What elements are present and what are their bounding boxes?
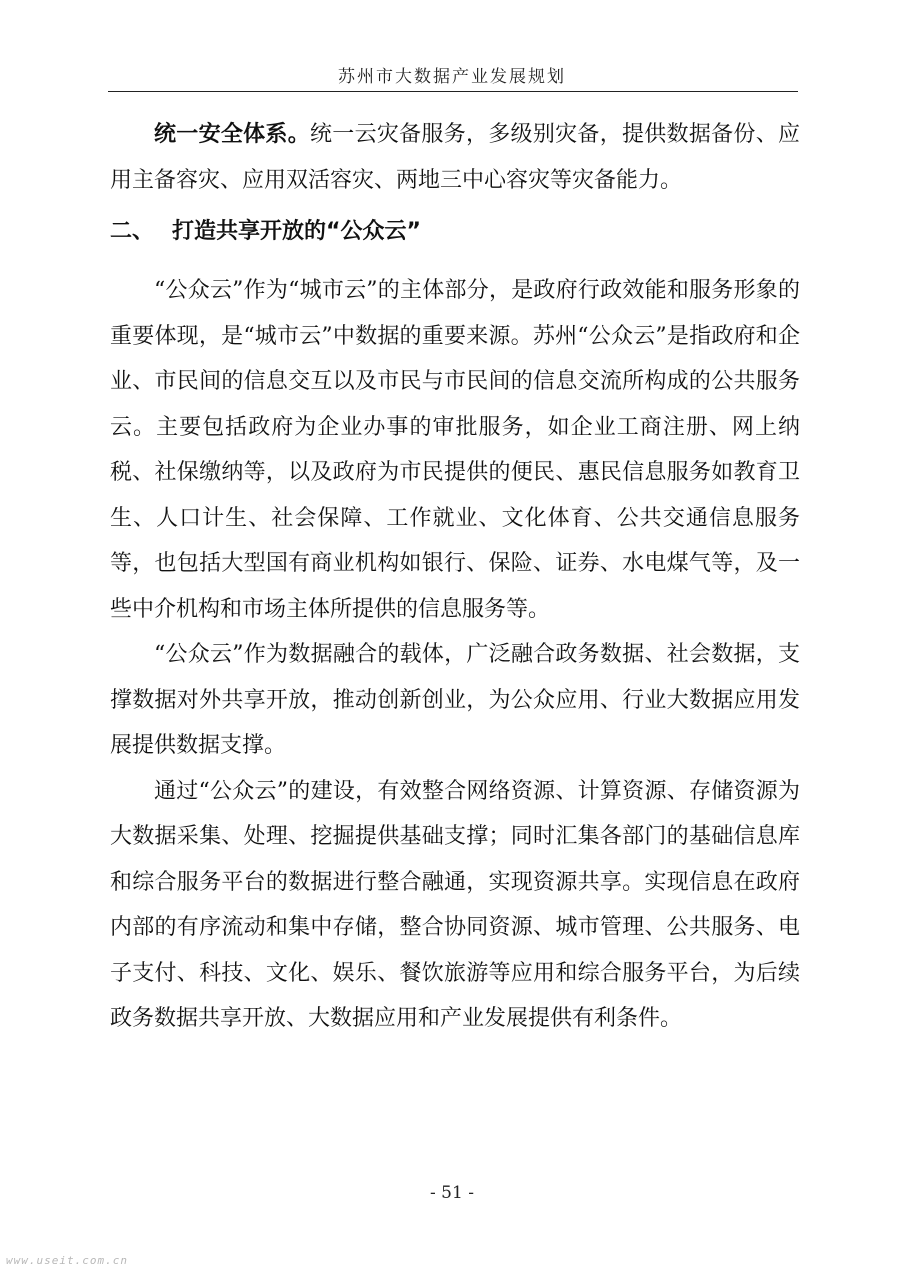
section-heading [110, 209, 800, 254]
header-divider [108, 91, 798, 92]
paragraph-unified-security [110, 112, 800, 203]
paragraph-construction: 通过“公众云”的建设，有效整合网络资源、计算资源、存储资源为大数据采集、处理、挖掘提供基础支撑；同时汇集各部门的基础信息库和综合服务平台的数据进行整合融通，实现资源共享。实现信息在政府内部的有序流动和集中存储，整合协同资源、城市管理、公共服务、电子支付、科技、文化、娱乐、餐饮旅游等应用和综合服务平台，为后续政务数据共享开放、大数据应用和产业发展提供有利条件。 [110, 778, 800, 1031]
paragraph-text: 统一云灾备服务，多级别灾备，提供数据备份、应用主备容灾、应用双活容灾、两地三中心容灾等灾备能力。 [110, 122, 800, 193]
section-number: 二、 [110, 219, 155, 244]
site-watermark: www.useit.com.cn [6, 1254, 128, 1267]
running-header-title: 苏州市大数据产业发展规划 [338, 67, 566, 87]
paragraph-data-fusion: “公众云”作为数据融合的载体，广泛融合政务数据、社会数据，支撑数据对外共享开放，推动创新创业，为公众应用、行业大数据应用发展提供数据支撑。 [110, 642, 800, 758]
page-number: - 51 - [430, 1183, 474, 1203]
paragraph-lead-heading: 统一安全体系。 [154, 122, 310, 147]
section-title: 打造共享开放的“公众云” [172, 219, 421, 244]
page-body [110, 112, 800, 1042]
paragraph-public-cloud-definition: “公众云”作为“城市云”的主体部分，是政府行政效能和服务形象的重要体现，是“城市云”中数据的重要来源。苏州“公众云”是指政府和企业、市民间的信息交互以及市民与市民间的信息交流所构成的公共服务云。主要包括政府为企业办事的审批服务，如企业工商注册、网上纳税、社保缴纳等，以及政府为市民提供的便民、惠民信息服务如教育卫生、人口计生、社会保障、工作就业、文化体育、公共交通信息服务等，也包括大型国有商业机构如银行、保险、证券、水电煤气等，及一些中介机构和市场主体所提供的信息服务等。 [110, 278, 800, 622]
